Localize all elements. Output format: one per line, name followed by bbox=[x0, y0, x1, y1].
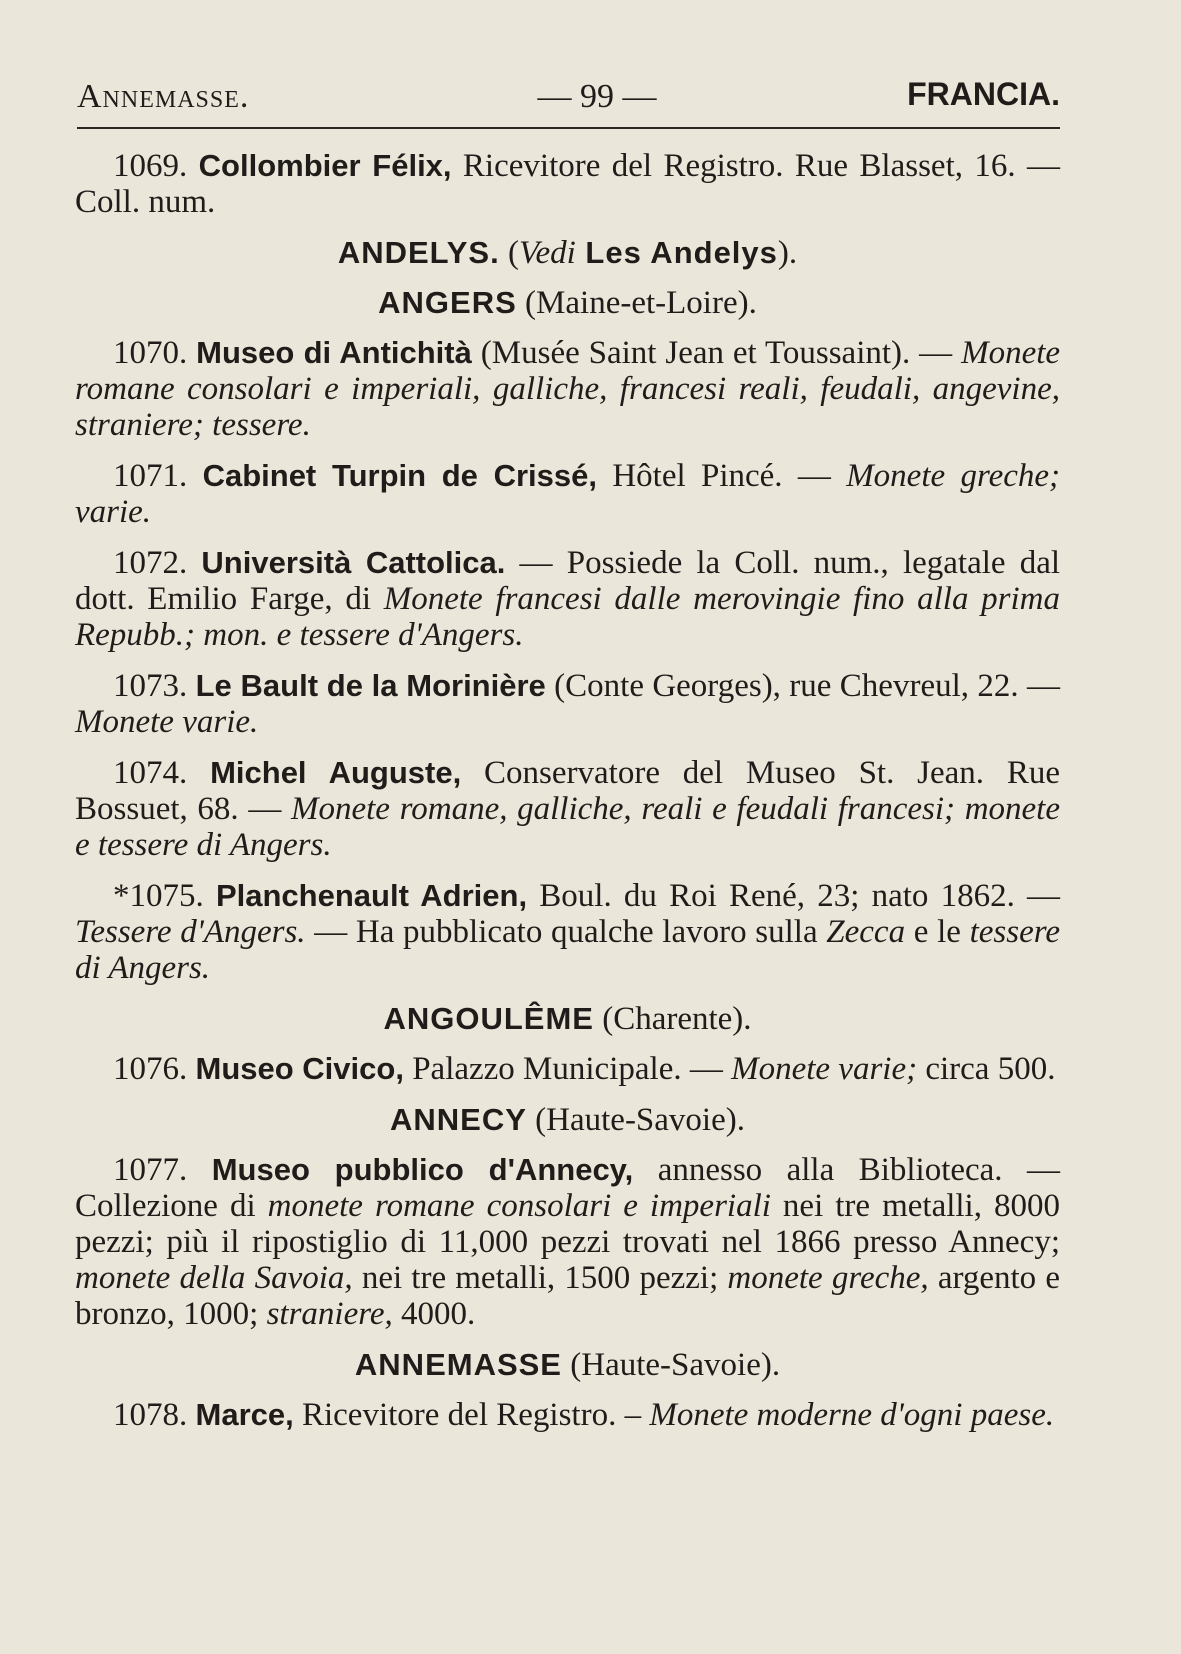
entry-italic: Tessere d'Angers. bbox=[75, 914, 306, 950]
entry-italic: Monete varie. bbox=[75, 704, 259, 740]
entry-number: 1072. bbox=[113, 545, 188, 581]
place-heading bbox=[75, 235, 1060, 271]
entry-italic: Monete romane, galliche, reali e feudali francesi; monete e tessere di Angers. bbox=[75, 791, 1060, 863]
catalog-entry bbox=[75, 545, 1060, 653]
entry-text: annesso alla Biblioteca. — Collezione di bbox=[75, 1152, 1061, 1224]
entry-text: Ricevitore del Registro. – bbox=[293, 1397, 650, 1433]
catalog-entry bbox=[75, 458, 1060, 530]
entry-text: e le bbox=[905, 914, 970, 950]
catalog-entry bbox=[75, 1397, 1060, 1433]
entry-italic: Monete varie; bbox=[731, 1051, 918, 1087]
entry-text: (Conte Georges), rue Chevreul, 22. — bbox=[545, 668, 1060, 704]
place-name: ANNEMASSE bbox=[354, 1347, 562, 1382]
catalog-entry bbox=[75, 148, 1060, 220]
collector-name: Cabinet Turpin de Crissé, bbox=[202, 458, 598, 493]
collector-name: Marce, bbox=[195, 1397, 294, 1432]
entry-number: 1073. bbox=[113, 668, 188, 704]
collector-name: Museo Civico, bbox=[195, 1051, 404, 1086]
entry-number: *1075. bbox=[113, 878, 204, 914]
entry-italic: Monete romane consolari e imperiali, galliche, francesi reali, feudali, angevine, straniere; tessere. bbox=[75, 335, 1061, 443]
place-heading bbox=[75, 1347, 1060, 1383]
collector-name: Le Bault de la Morinière bbox=[195, 668, 546, 703]
entry-number: 1078. bbox=[113, 1397, 188, 1433]
entry-italic: monete romane consolari e imperiali bbox=[267, 1188, 771, 1224]
entry-number: 1077. bbox=[113, 1152, 188, 1188]
entry-number: 1070. bbox=[113, 335, 188, 371]
entry-text: argento e bronzo, 1000; bbox=[75, 1260, 1060, 1332]
catalog-entry bbox=[75, 1152, 1060, 1332]
catalog-entry bbox=[75, 668, 1060, 740]
entry-text: Boul. du Roi René, 23; nato 1862. — bbox=[527, 878, 1061, 914]
catalog-entry bbox=[75, 1051, 1060, 1087]
collector-name: Planchenault Adrien, bbox=[215, 878, 528, 913]
place-heading bbox=[75, 285, 1060, 321]
place-region: (Maine-et-Loire). bbox=[516, 285, 757, 321]
entry-text: 4000. bbox=[392, 1296, 476, 1332]
entry-text: (Musée Saint Jean et Toussaint). — bbox=[471, 335, 962, 371]
place-name: ANNECY bbox=[390, 1102, 527, 1137]
entry-italic: tessere di Angers. bbox=[75, 914, 1060, 986]
place-heading bbox=[75, 1001, 1060, 1037]
place-region: (Haute-Savoie). bbox=[526, 1102, 745, 1138]
place-name: ANDELYS. bbox=[337, 235, 500, 270]
entry-text: Palazzo Municipale. — bbox=[403, 1051, 732, 1087]
collector-name: Museo di Antichità bbox=[196, 335, 472, 370]
entry-text: Ricevitore del Registro. Rue Blasset, 16. — Coll. num. bbox=[75, 148, 1061, 220]
entry-text: circa 500. bbox=[917, 1051, 1056, 1087]
entry-italic: Monete francesi dalle merovingie fino alla prima Repubb.; mon. e tessere d'Angers. bbox=[75, 581, 1060, 653]
place-name: ANGOULÊME bbox=[383, 1001, 594, 1036]
page-number: — 99 — bbox=[537, 78, 657, 115]
collector-name: Michel Auguste, bbox=[210, 755, 462, 790]
entry-text: — Possiede la Coll. num., legatale dal dott. Emilio Farge, di bbox=[75, 545, 1061, 617]
entry-italic: monete della Savoia, bbox=[75, 1260, 353, 1296]
entry-text: Conservatore del Museo St. Jean. Rue Bossuet, 68. — bbox=[75, 755, 1061, 827]
collector-name: Università Cattolica. bbox=[201, 545, 506, 580]
catalog-entry bbox=[75, 878, 1060, 986]
entry-italic: Monete moderne d'ogni paese. bbox=[649, 1397, 1055, 1433]
header-left: Annemasse. bbox=[77, 78, 250, 115]
entry-italic: straniere, bbox=[266, 1296, 393, 1332]
header-right: FRANCIA. bbox=[907, 76, 1060, 112]
entry-text: Hôtel Pincé. — bbox=[597, 458, 847, 494]
collector-name: Collombier Félix, bbox=[198, 148, 452, 183]
place-see-also: Vedi bbox=[518, 235, 576, 271]
page-content bbox=[75, 148, 1060, 1448]
place-name: ANGERS bbox=[378, 285, 517, 320]
place-heading bbox=[75, 1102, 1060, 1138]
place-region: (Charente). bbox=[593, 1001, 752, 1037]
place-region: (Haute-Savoie). bbox=[562, 1347, 781, 1383]
entry-number: 1069. bbox=[113, 148, 188, 184]
header-rule bbox=[77, 127, 1060, 129]
catalog-entry bbox=[75, 755, 1060, 863]
entry-italic: monete greche, bbox=[727, 1260, 929, 1296]
entry-text: nei tre metalli, 8000 pezzi; più il ripostiglio di 11,000 pezzi trovati nel 1866 presso Annecy; bbox=[75, 1188, 1060, 1260]
place-punct: ). bbox=[777, 235, 798, 271]
entry-number: 1074. bbox=[113, 755, 188, 791]
collector-name: Museo pubblico d'Annecy, bbox=[211, 1152, 634, 1187]
entry-italic: Monete greche; varie. bbox=[75, 458, 1061, 530]
catalog-entry bbox=[75, 335, 1060, 443]
entry-number: 1071. bbox=[113, 458, 188, 494]
place-reference: Les Andelys bbox=[575, 235, 778, 270]
running-header bbox=[77, 66, 1060, 126]
entry-text: — Ha pubblicato qualche lavoro sulla bbox=[305, 914, 827, 950]
place-region: ( bbox=[499, 235, 519, 271]
entry-italic: Zecca bbox=[826, 914, 906, 950]
entry-text: nei tre metalli, 1500 pezzi; bbox=[352, 1260, 728, 1296]
entry-number: 1076. bbox=[113, 1051, 188, 1087]
